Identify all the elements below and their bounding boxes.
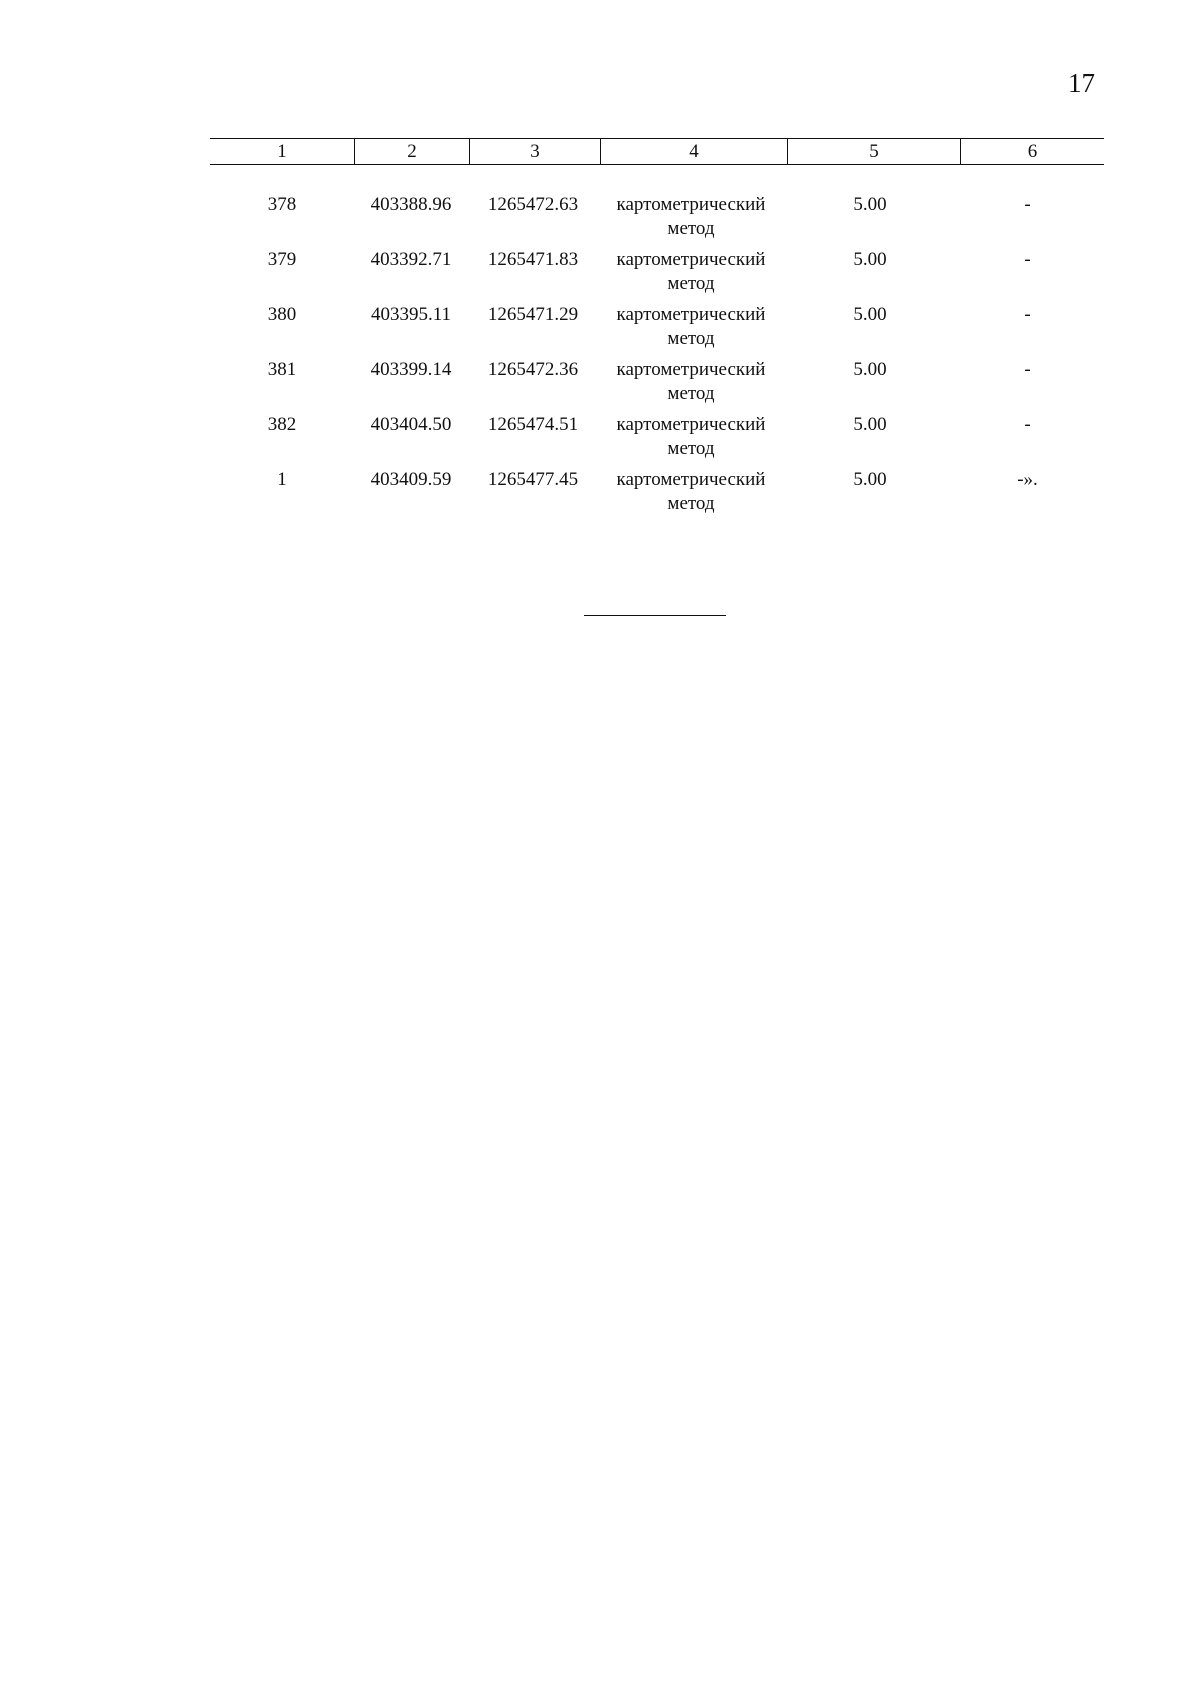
point-number: 382 <box>267 414 297 435</box>
column-header-4: 4 <box>601 139 788 165</box>
note: - <box>1024 304 1031 325</box>
y-coordinate: 1265472.36 <box>487 359 579 380</box>
method-line-1: картометрический <box>616 304 766 325</box>
x-coordinate: 403388.96 <box>370 194 452 215</box>
note: - <box>1024 414 1031 435</box>
x-coordinate: 403399.14 <box>370 359 452 380</box>
table-row <box>210 303 1099 358</box>
note: -». <box>1017 469 1038 490</box>
method-line-2: метод <box>667 328 715 349</box>
column-header-6: 6 <box>961 139 1105 165</box>
point-number: 378 <box>267 194 297 215</box>
table-body <box>210 193 1099 523</box>
column-header-5: 5 <box>788 139 961 165</box>
page-number: 17 <box>1068 68 1095 98</box>
point-number: 381 <box>267 359 297 380</box>
method-line-2: метод <box>667 493 715 514</box>
accuracy: 5.00 <box>853 469 887 490</box>
method <box>598 413 784 468</box>
y-coordinate: 1265471.29 <box>487 304 579 325</box>
method <box>598 248 784 303</box>
accuracy: 5.00 <box>853 414 887 435</box>
table-row <box>210 358 1099 413</box>
table-row <box>210 413 1099 468</box>
column-header-2: 2 <box>355 139 470 165</box>
point-number: 379 <box>267 249 297 270</box>
point-number: 380 <box>267 304 297 325</box>
method <box>598 468 784 523</box>
note: - <box>1024 194 1031 215</box>
point-number: 1 <box>277 469 287 490</box>
method-line-1: картометрический <box>616 359 766 380</box>
method-line-1: картометрический <box>616 249 766 270</box>
closing-divider <box>584 615 726 616</box>
method-line-1: картометрический <box>616 414 766 435</box>
x-coordinate: 403409.59 <box>370 469 452 490</box>
method-line-2: метод <box>667 438 715 459</box>
x-coordinate: 403395.11 <box>370 304 452 325</box>
y-coordinate: 1265472.63 <box>487 194 579 215</box>
method <box>598 193 784 248</box>
method <box>598 303 784 358</box>
method-line-2: метод <box>667 218 715 239</box>
y-coordinate: 1265474.51 <box>487 414 579 435</box>
x-coordinate: 403392.71 <box>370 249 452 270</box>
column-header-1: 1 <box>277 141 287 162</box>
method-line-2: метод <box>667 273 715 294</box>
table-row <box>210 248 1099 303</box>
note: - <box>1024 249 1031 270</box>
accuracy: 5.00 <box>853 304 887 325</box>
y-coordinate: 1265471.83 <box>487 249 579 270</box>
table-row <box>210 468 1099 523</box>
column-header-3: 3 <box>470 139 601 165</box>
y-coordinate: 1265477.45 <box>487 469 579 490</box>
accuracy: 5.00 <box>853 194 887 215</box>
method-line-1: картометрический <box>616 469 766 490</box>
note: - <box>1024 359 1031 380</box>
method <box>598 358 784 413</box>
x-coordinate: 403404.50 <box>370 414 452 435</box>
accuracy: 5.00 <box>853 359 887 380</box>
table-header <box>210 138 1104 165</box>
accuracy: 5.00 <box>853 249 887 270</box>
method-line-1: картометрический <box>616 194 766 215</box>
method-line-2: метод <box>667 383 715 404</box>
table-row <box>210 193 1099 248</box>
